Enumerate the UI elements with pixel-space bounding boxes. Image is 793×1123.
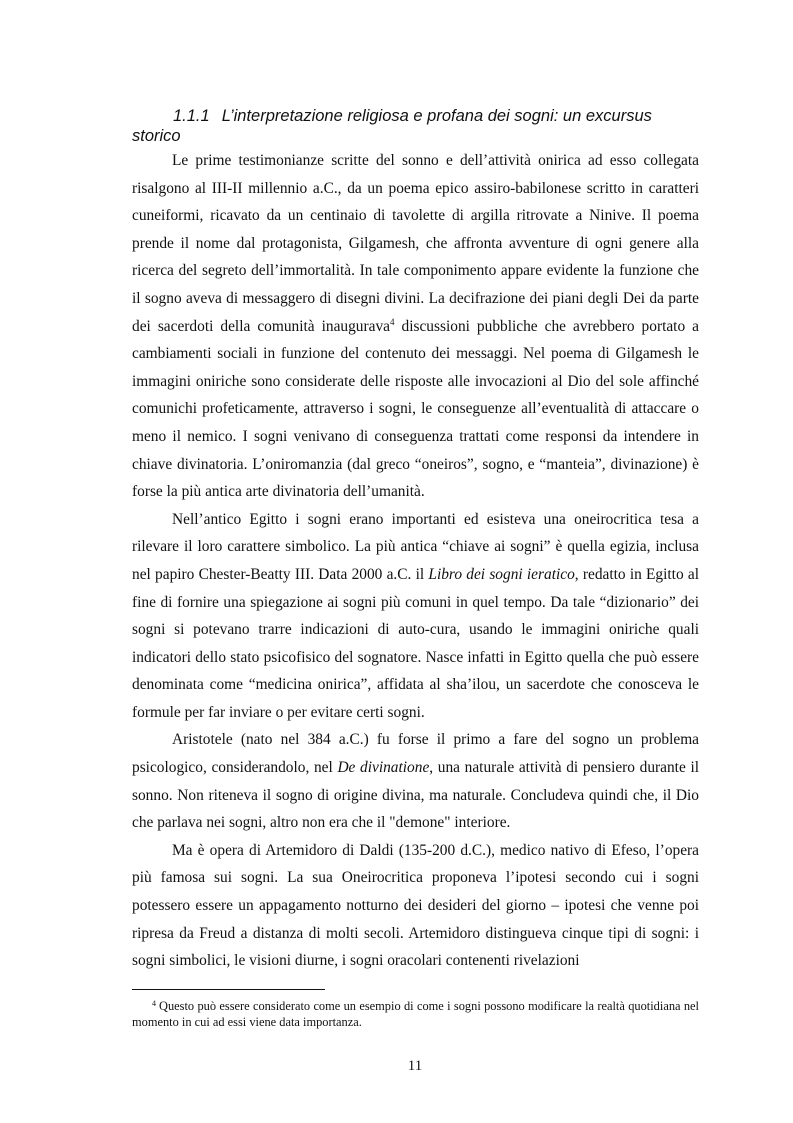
paragraph-1-text-a: Le prime testimonianze scritte del sonno e dell’attività onirica ad esso collegata risalgono al III-II millennio a.C., da un poema epico assiro-babilonese scritto in caratteri cuneiformi, ricavato da un centinaio di tavolette di argilla ritrovate a Ninive. Il poema prende il nome dal protagonista, Gilgamesh, che affronta avventure di ogni genere alla ricerca del segreto dell’immortalità. In tale componimento appare evidente la funzione che il sogno aveva di messaggero di disegni divini. La decifrazione dei piani degli Dei da parte dei sacerdoti della comunità inaugurava <box>132 152 699 335</box>
paragraph-3 <box>132 726 699 836</box>
footnote-mark: 4 <box>152 999 156 1008</box>
section-heading <box>132 106 692 146</box>
footnote-text: Questo può essere considerato come un esempio di come i sogni possono modificare la realtà quotidiana nel momento in cui ad essi viene data importanza. <box>132 999 699 1029</box>
footnote <box>132 996 699 1030</box>
paragraph-1-text-b: discussioni pubbliche che avrebbero portato a cambiamenti sociali in funzione del contenuto dei messaggi. Nel poema di Gilgamesh le immagini oniriche sono considerate delle risposte alle invocazioni al Dio del sole affinché comunichi profeticamente, attraverso i sogni, le conseguenze all’eventualità di attaccare o meno il nemico. I sogni venivano di conseguenza trattati come responsi da intendere in chiave divinatoria. L’oniromanzia (dal greco “oneiros”, sogno, e “manteia”, divinazione) è forse la più antica arte divinatoria dell’umanità. <box>132 317 699 501</box>
section-number: 1.1.1 <box>173 107 210 125</box>
body-text <box>132 147 699 975</box>
section-title: L’interpretazione religiosa e profana dei sogni: un excursus storico <box>132 107 652 145</box>
footnote-reference[interactable]: 4 <box>389 316 395 327</box>
paragraph-3-text-b: , una naturale attività di pensiero durante il sonno. Non riteneva il sogno di origine divina, ma naturale. Concludeva quindi che, il Dio che parlava nei sogni, altro non era che il "demone" interiore. <box>132 759 699 832</box>
book-title-de-divinatione: De divinatione <box>337 759 430 777</box>
paragraph-2 <box>132 506 699 727</box>
footnote-divider <box>132 989 325 990</box>
paragraph-2-text-b: , redatto in Egitto al fine di fornire una spiegazione ai sogni più comuni in quel tempo. Da tale “dizionario” dei sogni si potevano trarre indicazioni di auto-cura, usando le immagini oniriche quali indicatori dello stato psicofisico del sognatore. Nasce infatti in Egitto quella che può essere denominata come “medicina onirica”, affidata al sha’ilou, un sacerdote che conosceva le formule per far inviare o per evitare certi sogni. <box>132 565 699 721</box>
paragraph-2-text-a: Nell’antico Egitto i sogni erano importanti ed esisteva una oneirocritica tesa a rilevare il loro carattere simbolico. La più antica “chiave ai sogni” è quella egizia, inclusa nel papiro Chester-Beatty III. Data 2000 a.C. il <box>132 510 699 583</box>
paragraph-3-text-a: Aristotele (nato nel 384 a.C.) fu forse il primo a fare del sogno un problema psicologico, considerandolo, nel <box>132 731 699 777</box>
page-number: 11 <box>407 1058 423 1074</box>
book-title-libro-dei-sogni: Libro dei sogni ieratico <box>428 565 575 583</box>
paragraph-4: Ma è opera di Artemidoro di Daldi (135-200 d.C.), medico nativo di Efeso, l’opera più famosa sui sogni. La sua Oneirocritica proponeva l’ipotesi secondo cui i sogni potessero essere un appagamento notturno dei desideri del giorno – ipotesi che venne poi ripresa da Freud a distanza di molti secoli. Artemidoro distingueva cinque tipi di sogni: i sogni simbolici, le visioni diurne, i sogni oracolari contenenti rivelazioni <box>132 841 699 970</box>
paragraph-1 <box>132 147 699 506</box>
